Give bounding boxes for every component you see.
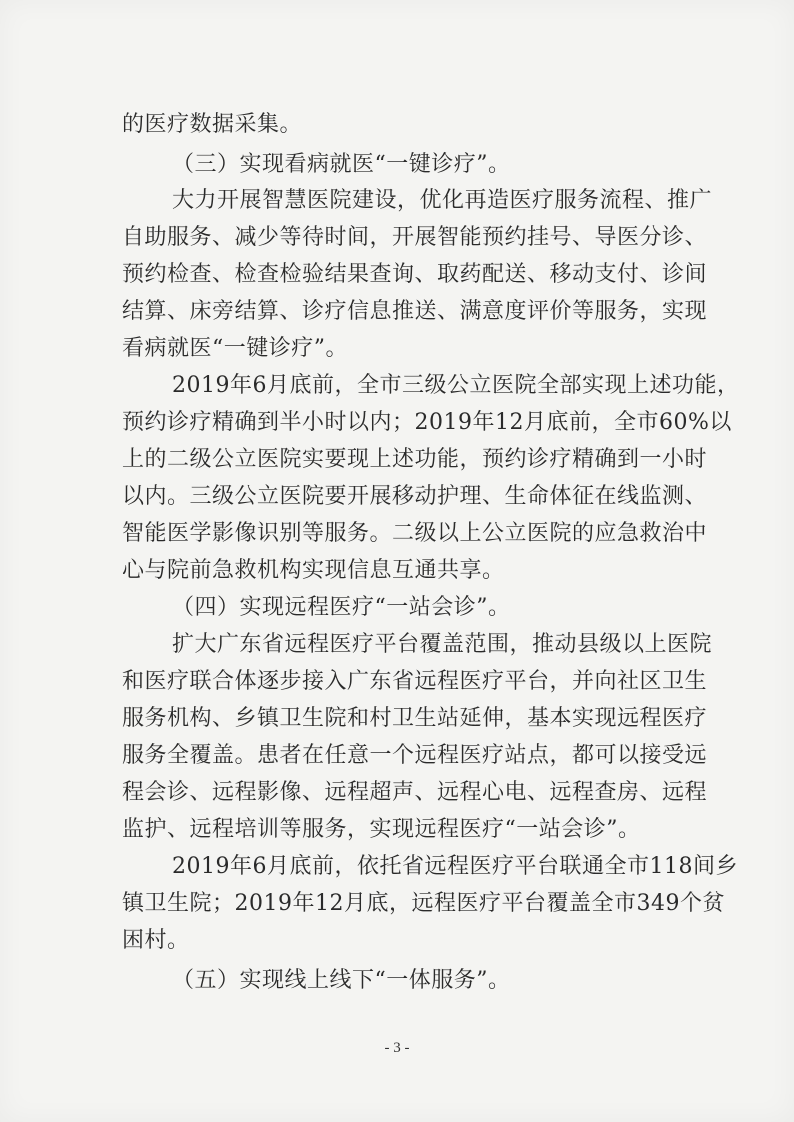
body-text-line: 和医疗联合体逐步接入广东省远程医疗平台，并向社区卫生 (122, 669, 708, 694)
body-text-line: 程会诊、远程影像、远程超声、远程心电、远程查房、远程 (122, 780, 708, 805)
body-text-line: 服务机构、乡镇卫生院和村卫生站延伸，基本实现远程医疗 (122, 706, 708, 731)
body-text-line: 的医疗数据采集。 (122, 112, 303, 137)
body-text-line: 2019年6月底前，全市三级公立医院全部实现上述功能， (172, 373, 740, 398)
section-heading-4: （四）实现远程医疗“一站会诊”。 (172, 595, 511, 620)
body-text-line: 结算、床旁结算、诊疗信息推送、满意度评价等服务，实现 (122, 299, 708, 324)
body-text-line: 困村。 (122, 928, 190, 953)
body-text-line: 以内。三级公立医院要开展移动护理、生命体征在线监测、 (122, 484, 708, 509)
body-text-line: 心与院前急救机构实现信息互通共享。 (122, 558, 505, 583)
body-text-line: 镇卫生院；2019年12月底，远程医疗平台覆盖全市349个贫 (122, 891, 725, 916)
page-number: - 3 - (384, 1040, 410, 1056)
body-text-line: 预约诊疗精确到半小时以内；2019年12月底前，全市60%以 (122, 410, 732, 435)
section-heading-3: （三）实现看病就医“一键诊疗”。 (172, 152, 511, 177)
body-text-line: 上的二级公立医院实要现上述功能，预约诊疗精确到一小时 (122, 447, 708, 472)
body-text-line: 预约检查、检查检验结果查询、取药配送、移动支付、诊间 (122, 262, 708, 287)
body-text-line: 服务全覆盖。患者在任意一个远程医疗站点，都可以接受远 (122, 743, 708, 768)
body-text-line: 看病就医“一键诊疗”。 (122, 336, 348, 361)
body-text-line: 自助服务、减少等待时间，开展智能预约挂号、导医分诊、 (122, 225, 708, 250)
body-text-line: 监护、远程培训等服务，实现远程医疗“一站会诊”。 (122, 817, 641, 842)
body-text-line: 大力开展智慧医院建设，优化再造医疗服务流程、推广 (172, 188, 713, 213)
section-heading-5: （五）实现线上线下“一体服务”。 (172, 968, 511, 993)
body-text-line: 智能医学影像识别等服务。二级以上公立医院的应急救治中 (122, 521, 708, 546)
body-text-line: 2019年6月底前，依托省远程医疗平台联通全市118间乡 (172, 854, 738, 879)
body-text-line: 扩大广东省远程医疗平台覆盖范围，推动县级以上医院 (172, 632, 713, 657)
